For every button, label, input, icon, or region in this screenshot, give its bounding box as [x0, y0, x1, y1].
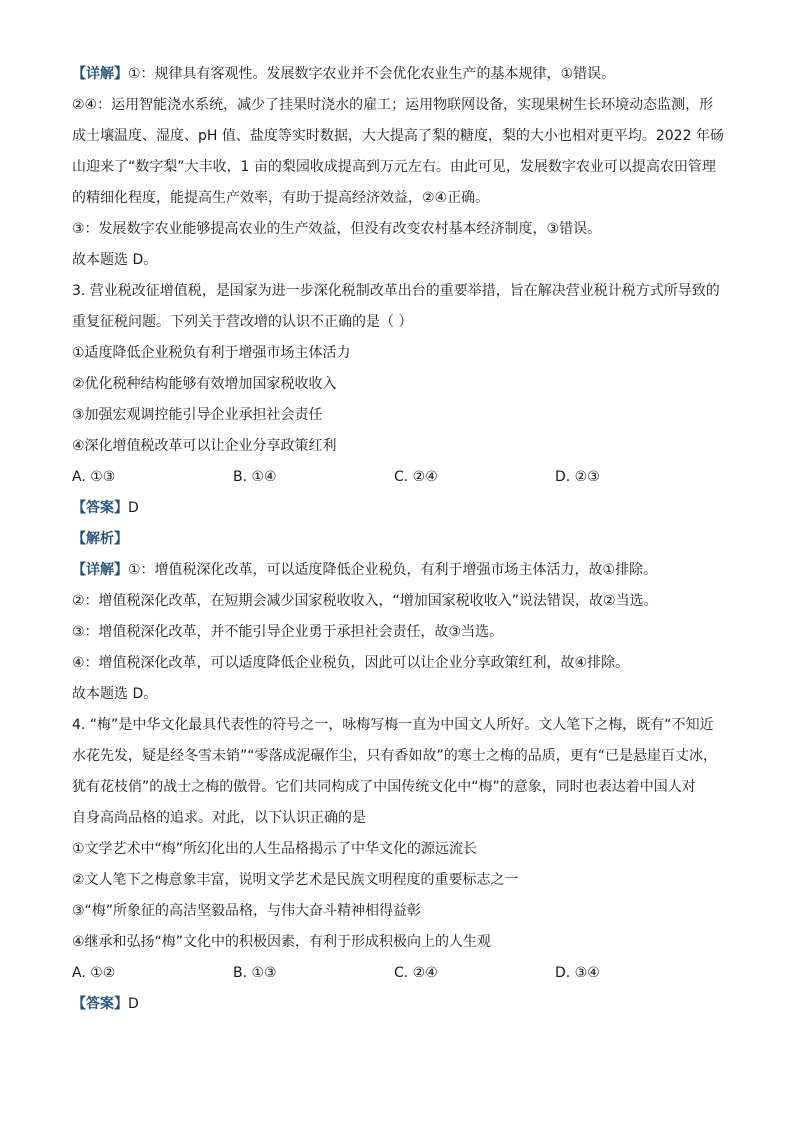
text-line: ①适度降低企业税负有利于增强市场主体活力: [72, 345, 351, 361]
text-line: 自身高尚品格的追求。对此，以下认识正确的是: [72, 810, 366, 826]
text-line: ②④：运用智能浇水系统，减少了挂果时浇水的雇工；运用物联网设备，实现果树生长环境动态监测，形: [72, 97, 714, 113]
text-line: ②：增值税深化改革，在短期会减少国家税收收入，“增加国家税收收入”说法错误，故②当选。: [72, 593, 658, 609]
answer-option: D. ②③: [555, 469, 600, 485]
section-text: D: [128, 996, 139, 1012]
section-line: [72, 994, 732, 1025]
section-text: ①：规律具有客观性。发展数字农业并不会优化农业生产的基本规律，①错误。: [128, 66, 616, 82]
answer-option: B. ①④: [233, 469, 277, 485]
text-line: ③加强宏观调控能引导企业承担社会责任: [72, 407, 323, 423]
section-tag: 【详解】: [72, 562, 128, 578]
section-tag: 【详解】: [72, 66, 128, 82]
text-line: ③“梅”所象征的高洁坚毅品格，与伟大奋斗精神相得益彰: [72, 903, 422, 919]
text-line: ④：增值税深化改革，可以适度降低企业税负，因此可以让企业分享政策红利，故④排除。: [72, 655, 630, 671]
section-line: [72, 64, 732, 95]
text-line: 成土壤温度、湿度、pH 值、盐度等实时数据，大大提高了梨的糖度，梨的大小也相对更平均。2022 年砀: [72, 128, 724, 144]
text-line: 山迎来了“数字梨”大丰收，1 亩的梨园收成提高到万元左右。由此可见，发展数字农业可以提高农田管理: [72, 159, 716, 175]
answer-option: C. ②④: [394, 469, 438, 485]
text-line: 重复征税问题。下列关于营改增的认识不正确的是（ ）: [72, 314, 413, 330]
answer-options: [72, 467, 732, 498]
section-line: [72, 498, 732, 529]
answer-option: A. ①②: [72, 965, 116, 981]
section-line: [72, 529, 732, 560]
section-text: D: [128, 500, 139, 516]
text-line: 3. 营业税改征增值税，是国家为进一步深化税制改革出台的重要举措，旨在解决营业税计税方式所导致的: [72, 283, 720, 299]
text-line: 犹有花枝俏”的战士之梅的傲骨。它们共同构成了中国传统文化中“梅”的意象，同时也表达着中国人对: [72, 779, 696, 795]
section-tag: 【解析】: [72, 531, 128, 547]
answer-option: C. ②④: [394, 965, 438, 981]
text-line: ④深化增值税改革可以让企业分享政策红利: [72, 438, 337, 454]
text-line: ①文学艺术中“梅”所幻化出的人生品格揭示了中华文化的源远流长: [72, 841, 478, 857]
section-line: [72, 560, 732, 591]
text-line: 4. “梅”是中华文化最具代表性的符号之一，咏梅写梅一直为中国文人所好。文人笔下之梅，既有“不知近: [72, 717, 714, 733]
text-line: ②优化税种结构能够有效增加国家税收收入: [72, 376, 337, 392]
text-line: 故本题选 D。: [72, 252, 158, 268]
text-line: ④继承和弘扬“梅”文化中的积极因素，有利于形成积极向上的人生观: [72, 934, 492, 950]
text-line: 故本题选 D。: [72, 686, 158, 702]
text-line: 水花先发，疑是经冬雪未销”“零落成泥碾作尘，只有香如故”的寒士之梅的品质，更有“已是悬崖百丈冰，: [72, 748, 718, 764]
section-text: ①：增值税深化改革，可以适度降低企业税负，有利于增强市场主体活力，故①排除。: [128, 562, 658, 578]
answer-options: [72, 963, 732, 994]
text-line: 的精细化程度，能提高生产效率，有助于提高经济效益，②④正确。: [72, 190, 490, 206]
section-tag: 【答案】: [72, 500, 128, 516]
text-line: ③：发展数字农业能够提高农业的生产效益，但没有改变农村基本经济制度，③错误。: [72, 221, 602, 237]
section-tag: 【答案】: [72, 996, 128, 1012]
answer-option: B. ①③: [233, 965, 277, 981]
text-line: ③：增值税深化改革，并不能引导企业勇于承担社会责任，故③当选。: [72, 624, 504, 640]
text-line: ②文人笔下之梅意象丰富，说明文学艺术是民族文明程度的重要标志之一: [72, 872, 519, 888]
answer-option: A. ①③: [72, 469, 116, 485]
answer-option: D. ③④: [555, 965, 600, 981]
document-body: [72, 64, 732, 1025]
